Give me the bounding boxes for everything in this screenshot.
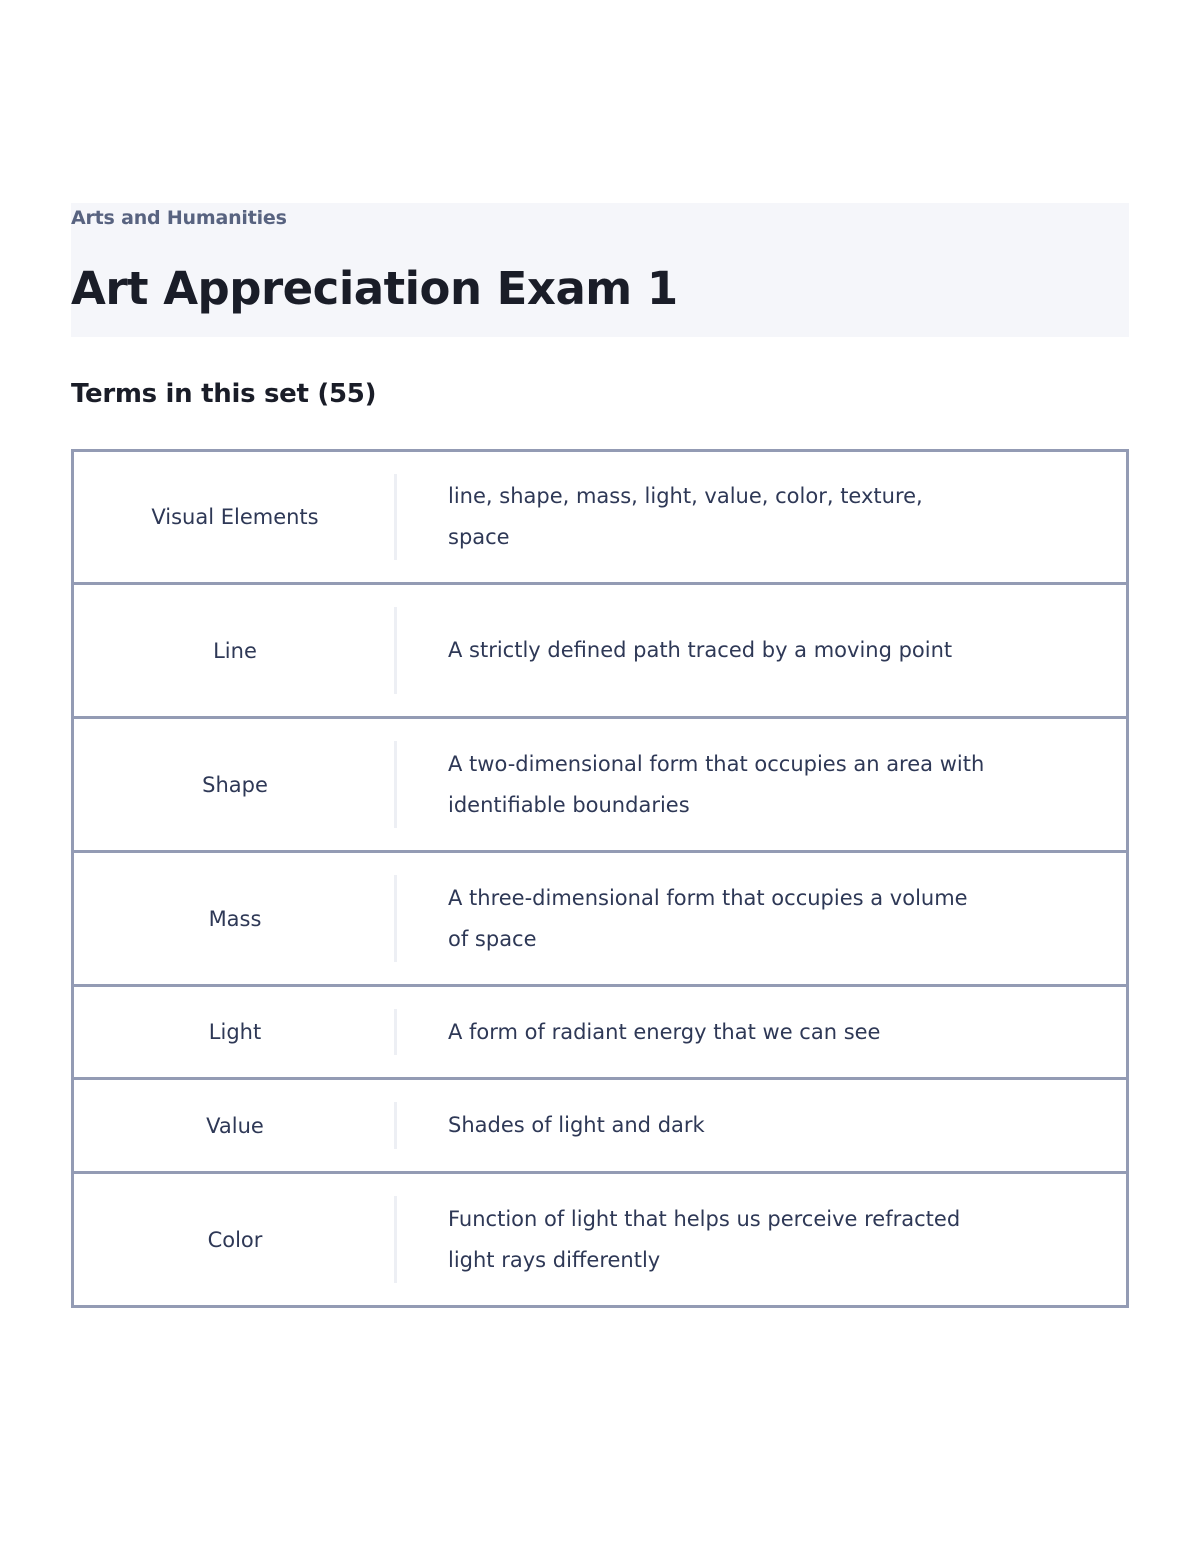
page-title: Art Appreciation Exam 1 bbox=[71, 262, 678, 315]
term-row bbox=[71, 1077, 1129, 1174]
term-row bbox=[71, 716, 1129, 853]
category-link[interactable]: Arts and Humanities bbox=[71, 207, 287, 229]
term-definition: A three-dimensional form that occupies a volume of space bbox=[448, 885, 968, 951]
term-definition: A two-dimensional form that occupies an area with identifiable boundaries bbox=[448, 751, 985, 817]
term-row bbox=[71, 1171, 1129, 1308]
term-label: Shape bbox=[202, 772, 268, 797]
term-label: Line bbox=[213, 638, 257, 663]
term-label: Visual Elements bbox=[151, 505, 319, 529]
term-definition: A strictly defined path traced by a moving point bbox=[448, 638, 953, 662]
term-row bbox=[71, 582, 1129, 719]
term-definition: line, shape, mass, light, value, color, texture, space bbox=[448, 484, 923, 549]
term-definition: Function of light that helps us perceive refracted light rays differently bbox=[448, 1206, 961, 1272]
term-row bbox=[71, 984, 1129, 1080]
term-definition: A form of radiant energy that we can see bbox=[448, 1019, 881, 1044]
term-definition: Shades of light and dark bbox=[448, 1113, 705, 1137]
terms-heading: Terms in this set (55) bbox=[71, 379, 377, 409]
terms-table bbox=[71, 449, 1129, 1308]
term-label: Value bbox=[206, 1113, 264, 1138]
term-label: Light bbox=[208, 1020, 262, 1044]
term-row bbox=[71, 449, 1129, 585]
term-label: Color bbox=[207, 1227, 263, 1252]
term-row bbox=[71, 850, 1129, 987]
term-label: Mass bbox=[208, 906, 262, 931]
